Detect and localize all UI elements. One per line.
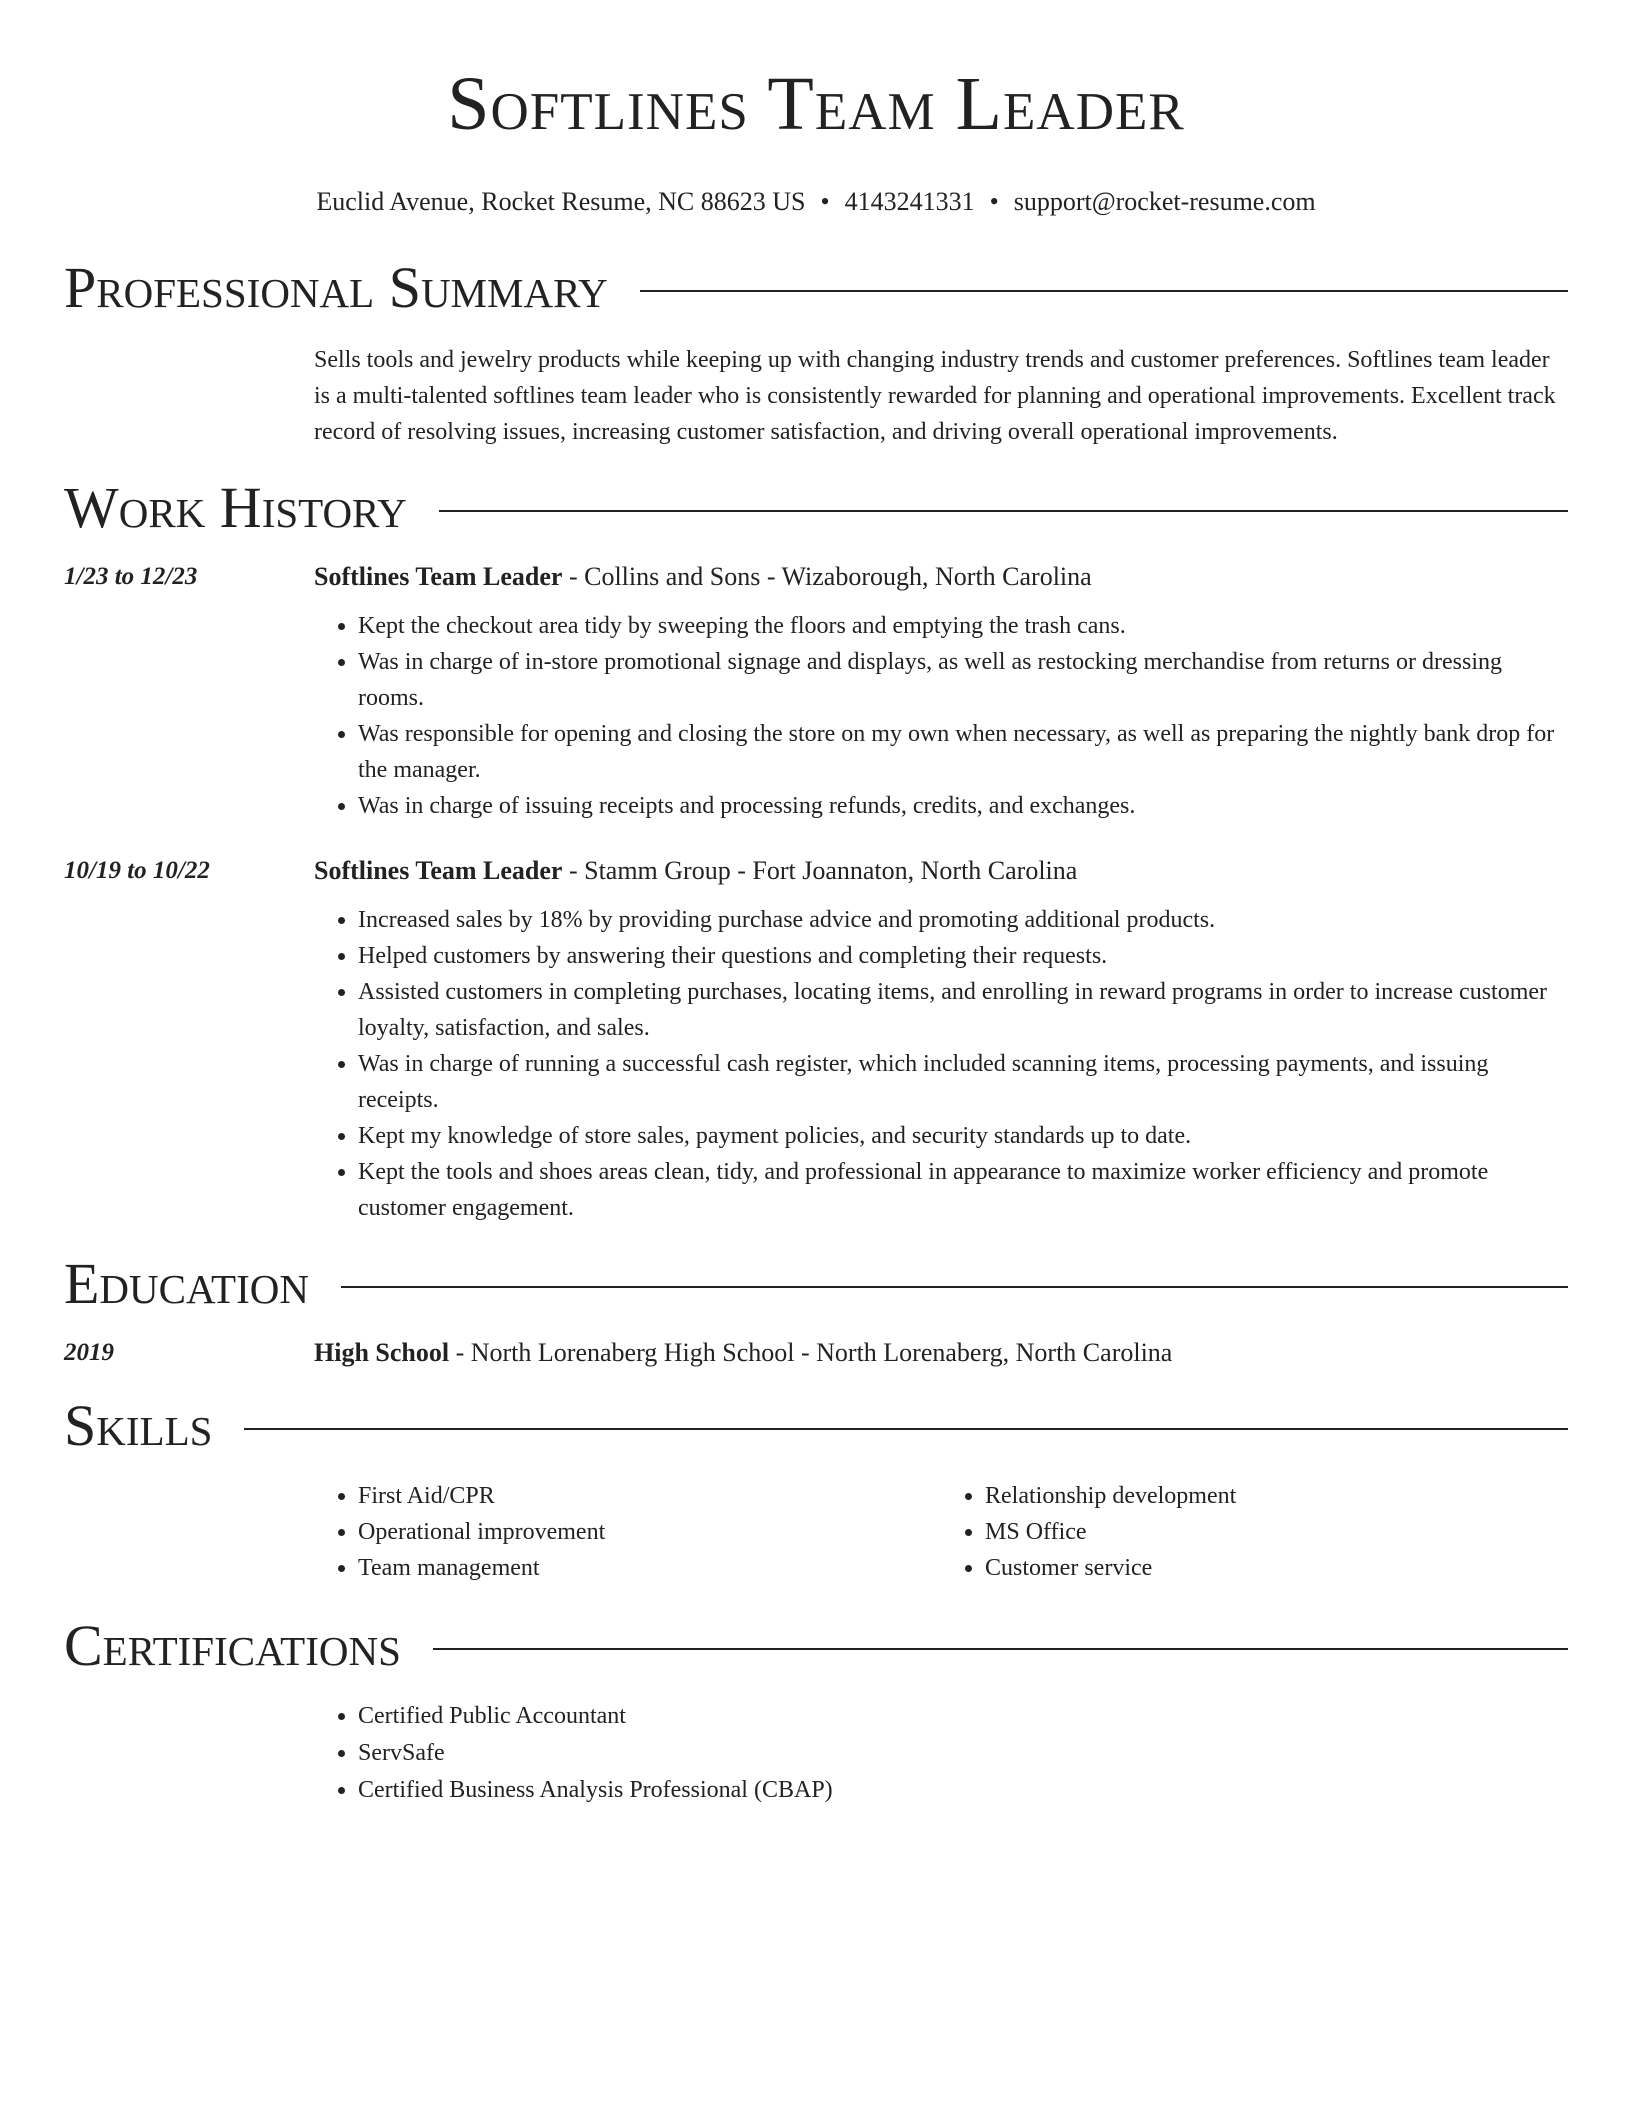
job-bullets xyxy=(314,902,1568,1226)
education-year: 2019 xyxy=(64,1339,114,1366)
work-section-header xyxy=(64,476,1568,540)
work-section-title: Work History xyxy=(64,475,407,540)
job-role: Softlines Team Leader xyxy=(314,856,563,885)
list-item: • Relationship development xyxy=(985,1478,1568,1514)
job-dates: 10/19 to 10/22 xyxy=(64,857,210,884)
list-item: • MS Office xyxy=(985,1514,1568,1550)
education-details: - North Lorenaberg High School - North Lorenaberg, North Carolina xyxy=(449,1338,1173,1367)
skills-row xyxy=(64,1458,1568,1586)
summary-section-title: Professional Summary xyxy=(64,255,608,320)
skills-column-left xyxy=(314,1478,941,1586)
certifications-left-gutter xyxy=(64,1698,314,1809)
job-heading xyxy=(314,560,1568,594)
skills-section-header xyxy=(64,1394,1568,1458)
education-entry xyxy=(64,1336,1568,1370)
section-divider xyxy=(244,1428,1568,1430)
section-divider xyxy=(439,510,1568,512)
job-details: - Stamm Group - Fort Joannaton, North Carolina xyxy=(562,856,1078,885)
job-heading xyxy=(314,854,1568,888)
job-dates: 1/23 to 12/23 xyxy=(64,563,198,590)
contact-address: Euclid Avenue, Rocket Resume, NC 88623 US xyxy=(316,187,806,216)
education-section-header xyxy=(64,1252,1568,1316)
skills-left-gutter xyxy=(64,1458,314,1586)
section-divider xyxy=(640,290,1568,292)
job-bullets xyxy=(314,608,1568,824)
contact-email: support@rocket-resume.com xyxy=(1013,187,1316,216)
skills-column-right xyxy=(941,1478,1568,1586)
certifications-section-title: Certifications xyxy=(64,1613,401,1678)
list-item: • Kept my knowledge of store sales, payment policies, and security standards up to date. xyxy=(358,1118,1568,1154)
list-item: • Was in charge of issuing receipts and processing refunds, credits, and exchanges. xyxy=(358,788,1568,824)
list-item: • Customer service xyxy=(985,1550,1568,1586)
certifications-section-header xyxy=(64,1614,1568,1678)
resume-name: Softlines Team Leader xyxy=(447,62,1185,146)
certifications-row xyxy=(64,1698,1568,1809)
section-divider xyxy=(341,1286,1568,1288)
certifications-list xyxy=(314,1698,1568,1809)
list-item: • Certified Business Analysis Professional (CBAP) xyxy=(358,1772,1568,1809)
education-section-title: Education xyxy=(64,1251,309,1316)
list-item: • Assisted customers in completing purchases, locating items, and enrolling in reward programs in order to increase customer loyalty, satisfaction, and sales. xyxy=(358,974,1568,1046)
summary-row xyxy=(64,342,1568,450)
list-item: • ServSafe xyxy=(358,1735,1568,1772)
skills-grid xyxy=(314,1478,1568,1586)
list-item: • Team management xyxy=(358,1550,941,1586)
job-details: - Collins and Sons - Wizaborough, North Carolina xyxy=(562,562,1092,591)
contact-phone: 4143241331 xyxy=(844,187,975,216)
job-entry xyxy=(64,560,1568,824)
contact-separator: • xyxy=(820,187,830,216)
list-item: • Was in charge of running a successful cash register, which included scanning items, processing payments, and issuing receipts. xyxy=(358,1046,1568,1118)
skills-section-title: Skills xyxy=(64,1393,213,1458)
contact-line xyxy=(64,186,1568,218)
summary-text: Sells tools and jewelry products while keeping up with changing industry trends and customer preferences. Softlines team leader is a multi-talented softlines team leader who is consistently rewarded for planning and operational improvements. Excellent track record of resolving issues, increasing customer satisfaction, and driving overall operational improvements. xyxy=(314,347,1556,445)
job-body xyxy=(314,854,1568,1226)
job-entry xyxy=(64,854,1568,1226)
list-item: • Kept the tools and shoes areas clean, tidy, and professional in appearance to maximize worker efficiency and promote customer engagement. xyxy=(358,1154,1568,1226)
section-divider xyxy=(433,1648,1568,1650)
contact-separator: • xyxy=(989,187,999,216)
list-item: • Kept the checkout area tidy by sweeping the floors and emptying the trash cans. xyxy=(358,608,1568,644)
job-body xyxy=(314,560,1568,824)
list-item: • Helped customers by answering their questions and completing their requests. xyxy=(358,938,1568,974)
list-item: • Was in charge of in-store promotional signage and displays, as well as restocking merchandise from returns or dressing rooms. xyxy=(358,644,1568,716)
job-role: Softlines Team Leader xyxy=(314,562,563,591)
list-item: • Increased sales by 18% by providing purchase advice and promoting additional products. xyxy=(358,902,1568,938)
summary-section-header xyxy=(64,256,1568,320)
education-heading xyxy=(314,1336,1568,1370)
list-item: • First Aid/CPR xyxy=(358,1478,941,1514)
summary-left-gutter xyxy=(64,342,314,450)
list-item: • Was responsible for opening and closing the store on my own when necessary, as well as preparing the nightly bank drop for the manager. xyxy=(358,716,1568,788)
certifications-body xyxy=(314,1698,1568,1809)
education-degree: High School xyxy=(314,1338,450,1367)
list-item: • Certified Public Accountant xyxy=(358,1698,1568,1735)
list-item: • Operational improvement xyxy=(358,1514,941,1550)
